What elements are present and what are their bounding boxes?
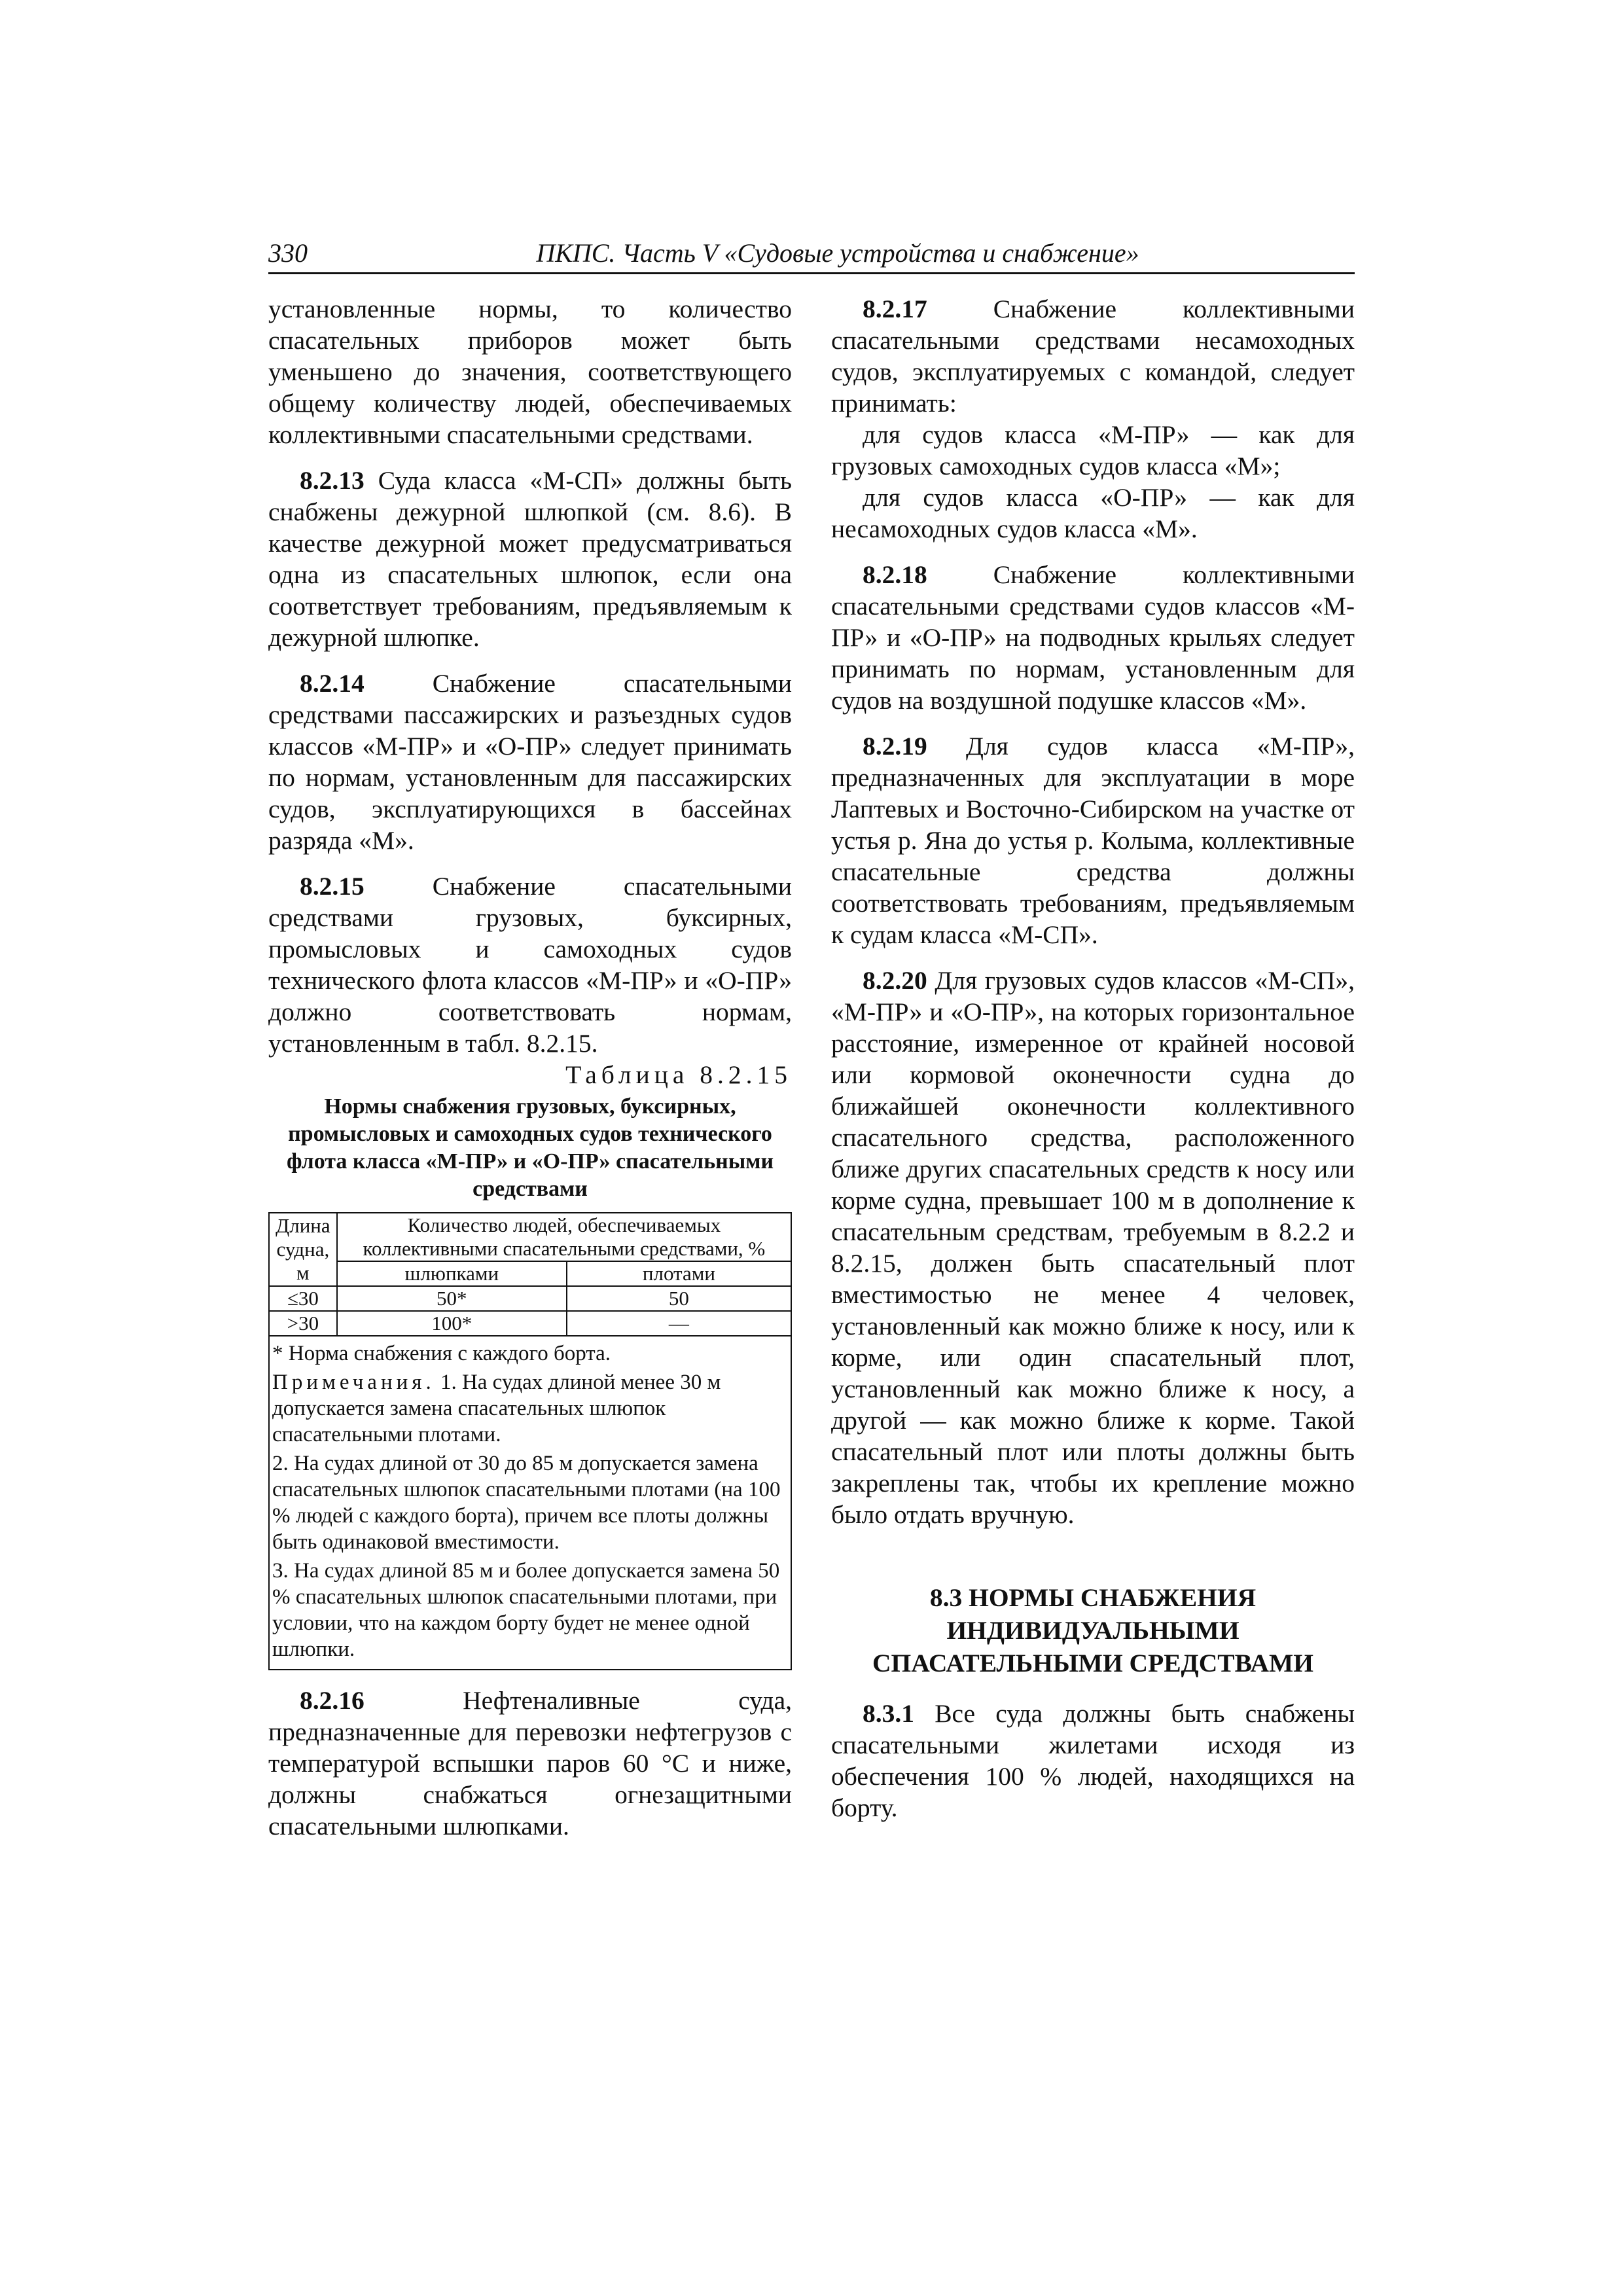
header-length: Длина судна, м <box>269 1213 337 1286</box>
clause-number: 8.3.1 <box>863 1699 914 1728</box>
table-row <box>269 1286 791 1311</box>
table-subheader-row <box>269 1261 791 1286</box>
header-rafts: плотами <box>567 1261 791 1286</box>
paragraph-8-2-18 <box>831 559 1355 716</box>
table-notes <box>269 1336 791 1670</box>
section-heading-line-1: 8.3 НОРМЫ СНАБЖЕНИЯ <box>929 1583 1257 1612</box>
clause-text: Суда класса «М-СП» должны быть снабжены дежурной шлюпкой (см. 8.6). В качестве дежурной может предусматриваться одна из спасательных шлюпок, если она соответствует требованиям, предъявляемым к дежурной шлюпке. <box>268 466 792 652</box>
table-title: Нормы снабжения грузовых, буксирных, промысловых и самоходных судов технического флота класса «М-ПР» и «О-ПР» спасательными средствами <box>286 1094 774 1201</box>
table-footnote: * Норма снабжения с каждого борта. <box>272 1342 611 1365</box>
page-header <box>268 236 1355 274</box>
page-number: 330 <box>268 238 308 268</box>
clause-number: 8.2.15 <box>300 872 365 901</box>
table-note-2: 2. На судах длиной от 30 до 85 м допускается замена спасательных шлюпок спасательными плотами (на 100 % людей с каждого борта), причем все плоты должны быть одинаковой вместимости. <box>272 1452 781 1554</box>
clause-text: Снабжение коллективными спасательными средствами судов классов «М-ПР» и «О-ПР» на подводных крыльях следует принимать по нормам, установленным для судов на воздушной подушке классов «М». <box>831 560 1355 715</box>
clause-number: 8.2.13 <box>300 466 365 495</box>
cell-boats: 50* <box>337 1286 567 1311</box>
header-boats: шлюпками <box>337 1261 567 1286</box>
paragraph-8-2-16 <box>268 1685 792 1842</box>
left-column <box>268 293 792 1856</box>
cell-length: ≤30 <box>269 1286 337 1311</box>
clause-text: Снабжение спасательными средствами грузовых, буксирных, промысловых и самоходных судов технического флота классов «М-ПР» и «О-ПР» должно соответствовать нормам, установленным в табл. 8.2.15. <box>268 872 792 1058</box>
section-heading-line-3: СПАСАТЕЛЬНЫМИ СРЕДСТВАМИ <box>872 1649 1313 1677</box>
clause-text: Снабжение спасательными средствами пассажирских и разъездных судов классов «М-ПР» и «О-ПР» следует принимать по нормам, установленным для пассажирских судов, эксплуатирующихся в бассейнах разряда «М». <box>268 669 792 855</box>
note-1-text: 1. На судах длиной менее 30 м допускается замена спасательных шлюпок спасательными плотами. <box>272 1371 721 1446</box>
clause-number: 8.2.19 <box>863 732 927 761</box>
cell-rafts: 50 <box>567 1286 791 1311</box>
clause-text: Для судов класса «М-ПР», предназначенных для эксплуатации в море Лаптевых и Восточно-Сибирском на участке от устья р. Яна до устья р. Колыма, коллективные спасательные средства должны соответствовать требованиям, предъявляемым к судам класса «М-СП». <box>831 732 1355 949</box>
cell-rafts: — <box>567 1311 791 1336</box>
section-heading-line-2: ИНДИВИДУАЛЬНЫМИ <box>946 1616 1240 1645</box>
paragraph-8-2-17 <box>831 293 1355 419</box>
paragraph-8-2-17-b: для судов класса «О-ПР» — как для несамоходных судов класса «М». <box>831 483 1355 543</box>
norms-table <box>268 1212 792 1670</box>
cell-length: >30 <box>269 1311 337 1336</box>
right-column <box>831 293 1355 1838</box>
header-quantity: Количество людей, обеспечиваемых коллективными спасательными средствами, % <box>337 1213 791 1261</box>
clause-number: 8.2.18 <box>863 560 927 589</box>
paragraph-8-3-1 <box>831 1698 1355 1823</box>
paragraph-intro: установленные нормы, то количество спасательных приборов может быть уменьшено до значения, соответствующего общему количеству людей, обеспечиваемых коллективными спасательными средствами. <box>268 295 792 449</box>
paragraph-8-2-19 <box>831 730 1355 950</box>
table-note-3: 3. На судах длиной 85 м и более допускается замена 50 % спасательных шлюпок спасательными плотами, при условии, что на каждом борту будет не менее одной шлюпки. <box>272 1559 780 1661</box>
paragraph-8-2-13 <box>268 465 792 653</box>
clause-number: 8.2.17 <box>863 295 927 323</box>
running-title: ПКПС. Часть V «Судовые устройства и снабжение» <box>536 238 1139 268</box>
paragraph-8-2-20 <box>831 965 1355 1530</box>
table-notes-row <box>269 1336 791 1670</box>
notes-label: Примечания. <box>272 1371 435 1394</box>
paragraph-8-2-15 <box>268 870 792 1059</box>
clause-text: Снабжение коллективными спасательными средствами несамоходных судов, эксплуатируемых с командой, следует принимать: <box>831 295 1355 418</box>
table-label: Таблица 8.2.15 <box>565 1060 792 1089</box>
section-heading-8-3 <box>831 1581 1355 1679</box>
clause-number: 8.2.14 <box>300 669 365 698</box>
clause-number: 8.2.16 <box>300 1686 365 1715</box>
table-header-row <box>269 1213 791 1261</box>
cell-boats: 100* <box>337 1311 567 1336</box>
paragraph-8-2-17-a: для судов класса «М-ПР» — как для грузовых самоходных судов класса «М»; <box>831 420 1355 480</box>
clause-number: 8.2.20 <box>863 966 927 995</box>
table-note-1 <box>272 1369 788 1448</box>
clause-text: Все суда должны быть снабжены спасательными жилетами исходя из обеспечения 100 % людей, находящихся на борту. <box>831 1699 1355 1822</box>
clause-text: Для грузовых судов классов «М-СП», «М-ПР» и «О-ПР», на которых горизонтальное расстояние, измеренное от крайней носовой или кормовой оконечности судна до ближайшей оконечности коллективного спасательного средства, расположенного ближе других спасательных средств к носу или корме судна, превышает 100 м в дополнение к спасательным средствам, требуемым в 8.2.2 и 8.2.15, должен быть спасательный плот вместимостью не менее 4 человек, установленный как можно ближе к носу, или к корме, или один спасательный плот, установленный как можно ближе к носу, а другой — как можно ближе к корме. Такой спасательный плот или плоты должны быть закреплены так, чтобы их крепление можно было отдать вручную. <box>831 966 1355 1529</box>
clause-text: Нефтеналивные суда, предназначенные для перевозки нефтегрузов с температурой вспышки паров 60 °С и ниже, должны снабжаться огнезащитными спасательными шлюпками. <box>268 1686 792 1840</box>
paragraph-8-2-14 <box>268 668 792 856</box>
table-row <box>269 1311 791 1336</box>
